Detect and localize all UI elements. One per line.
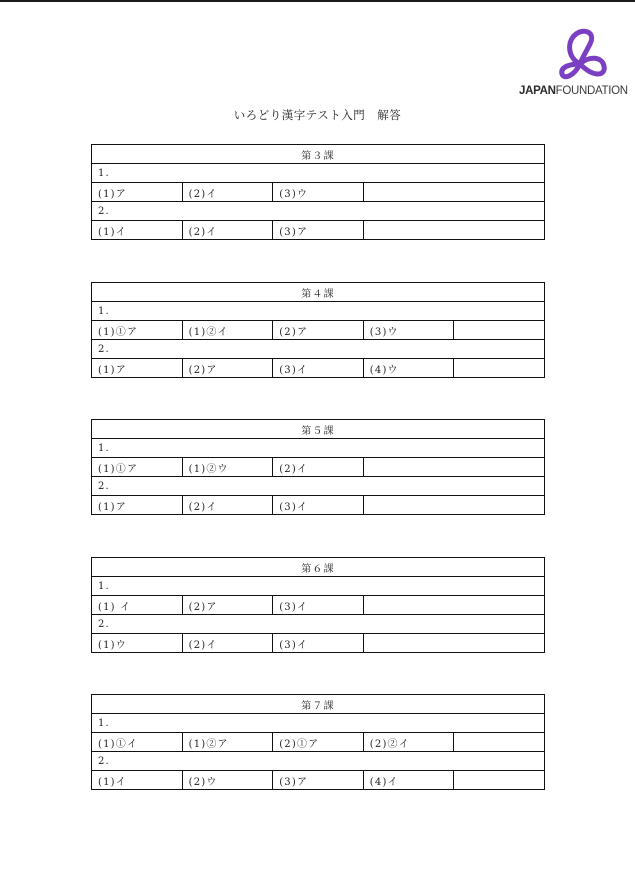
answer-cell: (2)イ — [182, 496, 273, 515]
section-label: 2. — [92, 752, 545, 771]
answer-cell: (2)イ — [182, 634, 273, 653]
answer-cell: (1)①ア — [92, 321, 183, 340]
answer-cell: (2)イ — [273, 458, 364, 477]
answer-cell: (1)②ウ — [182, 458, 273, 477]
logo-wordmark: JAPANFOUNDATION — [519, 85, 628, 97]
lesson-header: 第５課 — [92, 420, 545, 439]
answer-cell-empty — [454, 733, 545, 752]
answer-cell-empty — [363, 183, 544, 202]
answer-cell: (2)イ — [182, 221, 273, 240]
lesson-header: 第３課 — [92, 145, 545, 164]
answer-cell: (1)ア — [92, 359, 183, 378]
answer-cell: (1)イ — [92, 771, 183, 790]
answer-cell-empty — [363, 458, 544, 477]
answer-cell: (2)ア — [273, 321, 364, 340]
section-label: 1. — [92, 439, 545, 458]
answer-cell: (3)ウ — [363, 321, 454, 340]
section-label: 1. — [92, 164, 545, 183]
section-label: 2. — [92, 615, 545, 634]
answer-cell: (2)ウ — [182, 771, 273, 790]
section-label: 2. — [92, 340, 545, 359]
answer-cell: (2)ア — [182, 359, 273, 378]
answer-cell: (1) イ — [92, 596, 183, 615]
lesson-6-answer-table — [91, 557, 545, 653]
section-label: 2. — [92, 477, 545, 496]
answer-cell: (1)②ア — [182, 733, 273, 752]
lesson-4-answer-table — [91, 282, 545, 378]
answer-cell: (1)①イ — [92, 733, 183, 752]
answer-cell-empty — [363, 221, 544, 240]
answer-cell-empty — [363, 634, 544, 653]
answer-cell: (1)②イ — [182, 321, 273, 340]
lesson-header: 第６課 — [92, 558, 545, 577]
lesson-3-answer-table — [91, 144, 545, 240]
lesson-header: 第７課 — [92, 695, 545, 714]
answer-cell: (3)イ — [273, 634, 364, 653]
answer-cell: (3)ア — [273, 771, 364, 790]
section-label: 1. — [92, 302, 545, 321]
answer-cell: (1)イ — [92, 221, 183, 240]
butterfly-logo-icon — [558, 28, 608, 84]
answer-cell-empty — [363, 596, 544, 615]
answer-cell: (3)ア — [273, 221, 364, 240]
answer-cell: (2)②イ — [363, 733, 454, 752]
answer-cell: (1)ア — [92, 183, 183, 202]
answer-cell: (2)ア — [182, 596, 273, 615]
answer-cell-empty — [454, 359, 545, 378]
japan-foundation-logo — [515, 28, 628, 100]
answer-cell-empty — [454, 321, 545, 340]
answer-cell: (4)イ — [363, 771, 454, 790]
section-label: 1. — [92, 714, 545, 733]
answer-cell: (3)ウ — [273, 183, 364, 202]
lesson-7-answer-table — [91, 694, 545, 790]
answer-cell: (1)①ア — [92, 458, 183, 477]
answer-cell: (2)①ア — [273, 733, 364, 752]
lesson-header: 第４課 — [92, 283, 545, 302]
answer-cell: (1)ア — [92, 496, 183, 515]
answer-cell: (2)イ — [182, 183, 273, 202]
document-title: いろどり漢字テスト入門 解答 — [233, 108, 402, 122]
top-border-line — [0, 0, 635, 2]
section-label: 1. — [92, 577, 545, 596]
answer-cell: (1)ウ — [92, 634, 183, 653]
answer-cell-empty — [454, 771, 545, 790]
answer-cell: (3)イ — [273, 359, 364, 378]
answer-cell: (4)ウ — [363, 359, 454, 378]
lesson-5-answer-table — [91, 419, 545, 515]
answer-cell: (3)イ — [273, 596, 364, 615]
section-label: 2. — [92, 202, 545, 221]
answer-cell: (3)イ — [273, 496, 364, 515]
answer-cell-empty — [363, 496, 544, 515]
